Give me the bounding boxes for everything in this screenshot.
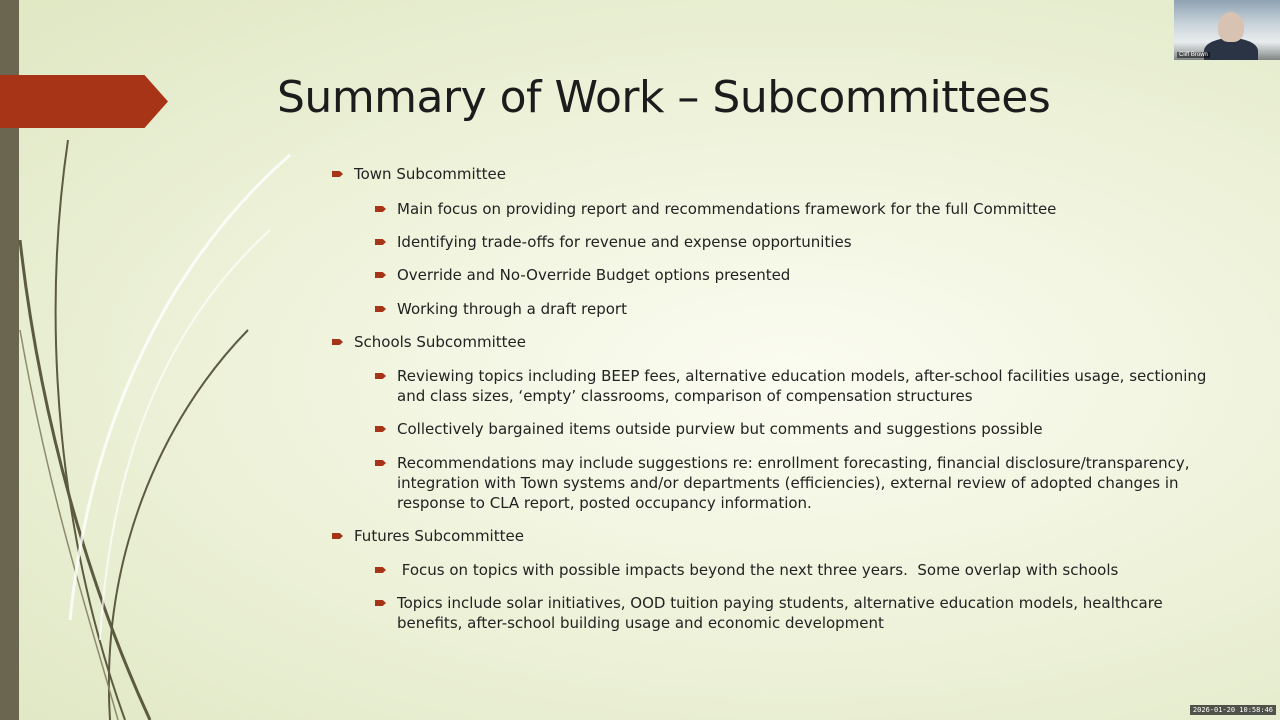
list-item: Collectively bargained items outside purview but comments and suggestions possible [397,419,1232,439]
arrow-bullet-icon [332,339,343,345]
section-heading-futures: Futures Subcommittee [354,526,524,546]
list-item: Main focus on providing report and recommendations framework for the full Committee [397,199,1232,219]
list-item: Working through a draft report [397,299,1232,319]
list-item: Override and No-Override Budget options presented [397,265,1232,285]
recording-timestamp: 2026-01-20 10:58:46 [1190,705,1276,715]
arrow-bullet-icon [332,533,343,539]
participant-video-thumbnail[interactable] [1174,0,1280,60]
arrow-bullet-icon [375,460,386,466]
list-item: Focus on topics with possible impacts beyond the next three years. Some overlap with schools [397,560,1232,580]
arrow-bullet-icon [375,239,386,245]
arrow-bullet-icon [375,272,386,278]
participant-avatar [1218,12,1244,42]
arrow-bullet-icon [375,306,386,312]
arrow-bullet-icon [332,171,343,177]
section-heading-town: Town Subcommittee [354,164,506,184]
section-heading-schools: Schools Subcommittee [354,332,526,352]
list-item: Reviewing topics including BEEP fees, alternative education models, after-school facilities usage, sectioning and class sizes, ‘empty’ classrooms, comparison of compensation structures [397,366,1232,406]
arrow-bullet-icon [375,600,386,606]
arrow-bullet-icon [375,567,386,573]
arrow-bullet-icon [375,206,386,212]
title-arrow-accent [0,75,168,128]
arrow-bullet-icon [375,426,386,432]
arrow-bullet-icon [375,373,386,379]
list-item: Recommendations may include suggestions re: enrollment forecasting, financial disclosure/transparency, integration with Town systems and/or departments (efficiencies), external review of adopted changes in response to CLA report, posted occupancy information. [397,453,1232,513]
list-item: Topics include solar initiatives, OOD tuition paying students, alternative education models, healthcare benefits, after-school building usage and economic development [397,593,1232,633]
list-item: Identifying trade-offs for revenue and expense opportunities [397,232,1232,252]
participant-name: Cliff Brown [1179,52,1208,58]
slide-title: Summary of Work – Subcommittees [277,72,1051,123]
